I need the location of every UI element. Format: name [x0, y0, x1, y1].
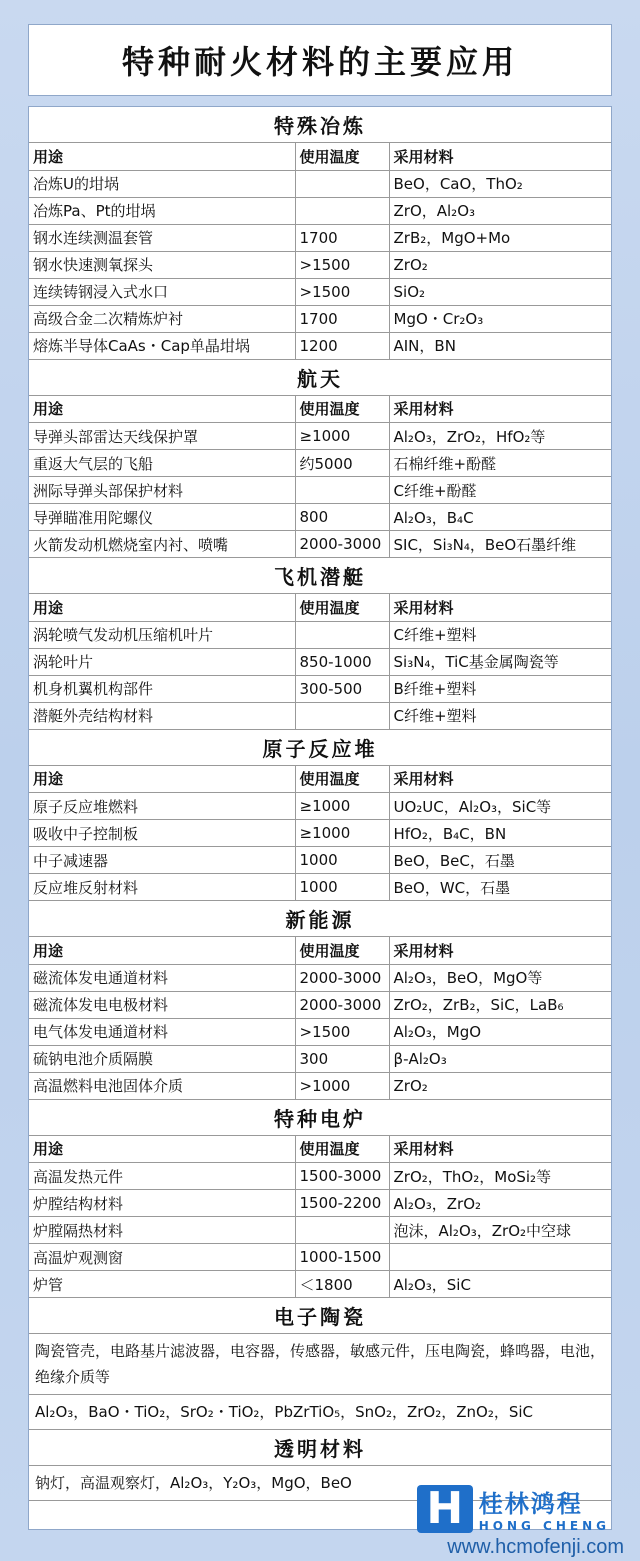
temperature-cell: 300 [295, 1045, 389, 1072]
table-row [29, 1072, 611, 1099]
use-cell: 高温炉观测窗 [29, 1244, 295, 1271]
text-row: 钠灯，高温观察灯，Al₂O₃，Y₂O₃，MgO，BeO [29, 1466, 611, 1501]
temperature-cell: 1500-2200 [295, 1190, 389, 1217]
column-header-temp: 使用温度 [295, 396, 389, 423]
material-cell: SIC，Si₃N₄，BeO石墨纤维 [389, 531, 611, 558]
material-cell: C纤维+塑料 [389, 621, 611, 648]
section-title: 原子反应堆 [29, 730, 611, 766]
use-cell: 原子反应堆燃料 [29, 793, 295, 820]
table-row [29, 874, 611, 901]
table-row [29, 1217, 611, 1244]
table-row [29, 423, 611, 450]
section-title: 特种电炉 [29, 1100, 611, 1136]
material-cell: UO₂UC，Al₂O₃，SiC等 [389, 793, 611, 820]
section-table [29, 1136, 611, 1299]
table-row [29, 621, 611, 648]
applications-panel [28, 106, 612, 1530]
material-cell: Al₂O₃，SiC [389, 1271, 611, 1298]
table-row [29, 991, 611, 1018]
material-cell: ZrB₂，MgO+Mo [389, 224, 611, 251]
temperature-cell: ≥1000 [295, 820, 389, 847]
material-cell: Al₂O₃，MgO [389, 1018, 611, 1045]
section-table [29, 594, 611, 730]
use-cell: 冶炼U的坩埚 [29, 170, 295, 197]
table-row [29, 504, 611, 531]
material-cell: ZrO₂ [389, 251, 611, 278]
material-cell: β-Al₂O₃ [389, 1045, 611, 1072]
use-cell: 导弹瞄准用陀螺仪 [29, 504, 295, 531]
use-cell: 反应堆反射材料 [29, 874, 295, 901]
table-row [29, 1163, 611, 1190]
temperature-cell: 1000-1500 [295, 1244, 389, 1271]
table-row [29, 170, 611, 197]
material-cell: BeO，BeC，石墨 [389, 847, 611, 874]
table-row [29, 224, 611, 251]
material-cell: BeO，WC，石墨 [389, 874, 611, 901]
temperature-cell: 1700 [295, 305, 389, 332]
section-table [29, 143, 611, 360]
temperature-cell: >1500 [295, 278, 389, 305]
use-cell: 磁流体发电电极材料 [29, 991, 295, 1018]
header-row [29, 1136, 611, 1163]
material-cell: Al₂O₃，ZrO₂，HfO₂等 [389, 423, 611, 450]
use-cell: 硫钠电池介质隔膜 [29, 1045, 295, 1072]
column-header-temp: 使用温度 [295, 766, 389, 793]
use-cell: 高温燃料电池固体介质 [29, 1072, 295, 1099]
material-cell: SiO₂ [389, 278, 611, 305]
table-row [29, 332, 611, 359]
table-row [29, 278, 611, 305]
table-row [29, 793, 611, 820]
temperature-cell: >1000 [295, 1072, 389, 1099]
column-header-use: 用途 [29, 594, 295, 621]
column-header-use: 用途 [29, 143, 295, 170]
material-cell: AIN，BN [389, 332, 611, 359]
use-cell: 机身机翼机构部件 [29, 675, 295, 702]
temperature-cell: 1000 [295, 847, 389, 874]
material-cell: ZrO₂ [389, 1072, 611, 1099]
temperature-cell: >1500 [295, 251, 389, 278]
column-header-material: 采用材料 [389, 766, 611, 793]
material-cell: ZrO₂，ThO₂，MoSi₂等 [389, 1163, 611, 1190]
company-logo [417, 1484, 610, 1533]
section-title: 飞机潜艇 [29, 558, 611, 594]
temperature-cell: 2000-3000 [295, 991, 389, 1018]
use-cell: 吸收中子控制板 [29, 820, 295, 847]
table-row [29, 702, 611, 729]
material-cell: Al₂O₃，B₄C [389, 504, 611, 531]
section-title: 透明材料 [29, 1430, 611, 1466]
table-row [29, 1190, 611, 1217]
table-row [29, 1045, 611, 1072]
column-header-temp: 使用温度 [295, 594, 389, 621]
temperature-cell [295, 477, 389, 504]
material-cell: BeO，CaO，ThO₂ [389, 170, 611, 197]
material-cell: HfO₂，B₄C，BN [389, 820, 611, 847]
use-cell: 钢水连续测温套管 [29, 224, 295, 251]
section-title: 特殊冶炼 [29, 107, 611, 143]
material-cell: MgO・Cr₂O₃ [389, 305, 611, 332]
temperature-cell: 2000-3000 [295, 964, 389, 991]
column-header-material: 采用材料 [389, 396, 611, 423]
temperature-cell [295, 1217, 389, 1244]
use-cell: 炉管 [29, 1271, 295, 1298]
use-cell: 中子减速器 [29, 847, 295, 874]
temperature-cell: 1500-3000 [295, 1163, 389, 1190]
header-row [29, 766, 611, 793]
use-cell: 涡轮叶片 [29, 648, 295, 675]
material-cell: B纤维+塑料 [389, 675, 611, 702]
table-row [29, 305, 611, 332]
temperature-cell [295, 197, 389, 224]
column-header-use: 用途 [29, 937, 295, 964]
temperature-cell: 300-500 [295, 675, 389, 702]
table-row [29, 251, 611, 278]
use-cell: 电气体发电通道材料 [29, 1018, 295, 1045]
material-cell: C纤维+酚醛 [389, 477, 611, 504]
table-row [29, 450, 611, 477]
column-header-temp: 使用温度 [295, 1136, 389, 1163]
material-cell: ZrO₂，ZrB₂，SiC，LaB₆ [389, 991, 611, 1018]
material-cell: 泡沫，Al₂O₃，ZrO₂中空球 [389, 1217, 611, 1244]
logo-chinese-name: 桂林鸿程 [478, 1490, 583, 1518]
temperature-cell: 850-1000 [295, 648, 389, 675]
website-url: www.hcmofenji.com [447, 1536, 624, 1558]
column-header-use: 用途 [29, 396, 295, 423]
material-cell: Al₂O₃，ZrO₂ [389, 1190, 611, 1217]
temperature-cell [295, 702, 389, 729]
temperature-cell: ≥1000 [295, 423, 389, 450]
use-cell: 重返大气层的飞船 [29, 450, 295, 477]
material-cell: Al₂O₃，BeO，MgO等 [389, 964, 611, 991]
table-row [29, 847, 611, 874]
column-header-material: 采用材料 [389, 1136, 611, 1163]
use-cell: 导弹头部雷达天线保护罩 [29, 423, 295, 450]
column-header-temp: 使用温度 [295, 937, 389, 964]
material-cell [389, 1244, 611, 1271]
section-title: 新能源 [29, 901, 611, 937]
logo-text [479, 1484, 610, 1533]
header-row [29, 143, 611, 170]
use-cell: 钢水快速测氧探头 [29, 251, 295, 278]
text-row: 陶瓷管壳，电路基片滤波器，电容器，传感器，敏感元件，压电陶瓷，蜂鸣器，电池，绝缘介质等 [29, 1334, 611, 1395]
table-row [29, 675, 611, 702]
material-cell: Si₃N₄，TiC基金属陶瓷等 [389, 648, 611, 675]
table-row [29, 964, 611, 991]
header-row [29, 396, 611, 423]
section-table [29, 396, 611, 559]
use-cell: 火箭发动机燃烧室内衬、喷嘴 [29, 531, 295, 558]
temperature-cell: 2000-3000 [295, 531, 389, 558]
column-header-material: 采用材料 [389, 594, 611, 621]
use-cell: 熔炼半导体CaAs・Cap单晶坩埚 [29, 332, 295, 359]
section-title: 电子陶瓷 [29, 1298, 611, 1334]
temperature-cell [295, 621, 389, 648]
table-row [29, 648, 611, 675]
table-row [29, 1271, 611, 1298]
column-header-use: 用途 [29, 766, 295, 793]
table-row [29, 531, 611, 558]
material-cell: C纤维+塑料 [389, 702, 611, 729]
column-header-material: 采用材料 [389, 937, 611, 964]
use-cell: 高温发热元件 [29, 1163, 295, 1190]
temperature-cell: 1000 [295, 874, 389, 901]
header-row [29, 937, 611, 964]
temperature-cell: 800 [295, 504, 389, 531]
section-table [29, 937, 611, 1100]
use-cell: 涡轮喷气发动机压缩机叶片 [29, 621, 295, 648]
temperature-cell: 约5000 [295, 450, 389, 477]
use-cell: 连续铸钢浸入式水口 [29, 278, 295, 305]
logo-english-name: HONG CHENG [478, 1519, 610, 1533]
column-header-use: 用途 [29, 1136, 295, 1163]
table-row [29, 820, 611, 847]
page-title: 特种耐火材料的主要应用 [28, 24, 612, 96]
column-header-material: 采用材料 [389, 143, 611, 170]
use-cell: 磁流体发电通道材料 [29, 964, 295, 991]
header-row [29, 594, 611, 621]
table-row [29, 1018, 611, 1045]
table-row [29, 197, 611, 224]
column-header-temp: 使用温度 [295, 143, 389, 170]
table-row [29, 477, 611, 504]
use-cell: 炉膛结构材料 [29, 1190, 295, 1217]
temperature-cell: 1200 [295, 332, 389, 359]
temperature-cell: >1500 [295, 1018, 389, 1045]
temperature-cell: ≥1000 [295, 793, 389, 820]
use-cell: 炉膛隔热材料 [29, 1217, 295, 1244]
temperature-cell: 1700 [295, 224, 389, 251]
text-row: Al₂O₃，BaO・TiO₂，SrO₂・TiO₂，PbZrTiO₅，SnO₂，ZrO₂，ZnO₂，SiC [29, 1395, 611, 1430]
material-cell: ZrO，Al₂O₃ [389, 197, 611, 224]
use-cell: 冶炼Pa、Pt的坩埚 [29, 197, 295, 224]
temperature-cell: ＜1800 [295, 1271, 389, 1298]
section-title: 航天 [29, 360, 611, 396]
section-table [29, 766, 611, 902]
temperature-cell [295, 170, 389, 197]
logo-mark: H [417, 1485, 473, 1533]
use-cell: 洲际导弹头部保护材料 [29, 477, 295, 504]
table-row [29, 1244, 611, 1271]
use-cell: 高级合金二次精炼炉衬 [29, 305, 295, 332]
use-cell: 潜艇外壳结构材料 [29, 702, 295, 729]
material-cell: 石棉纤维+酚醛 [389, 450, 611, 477]
